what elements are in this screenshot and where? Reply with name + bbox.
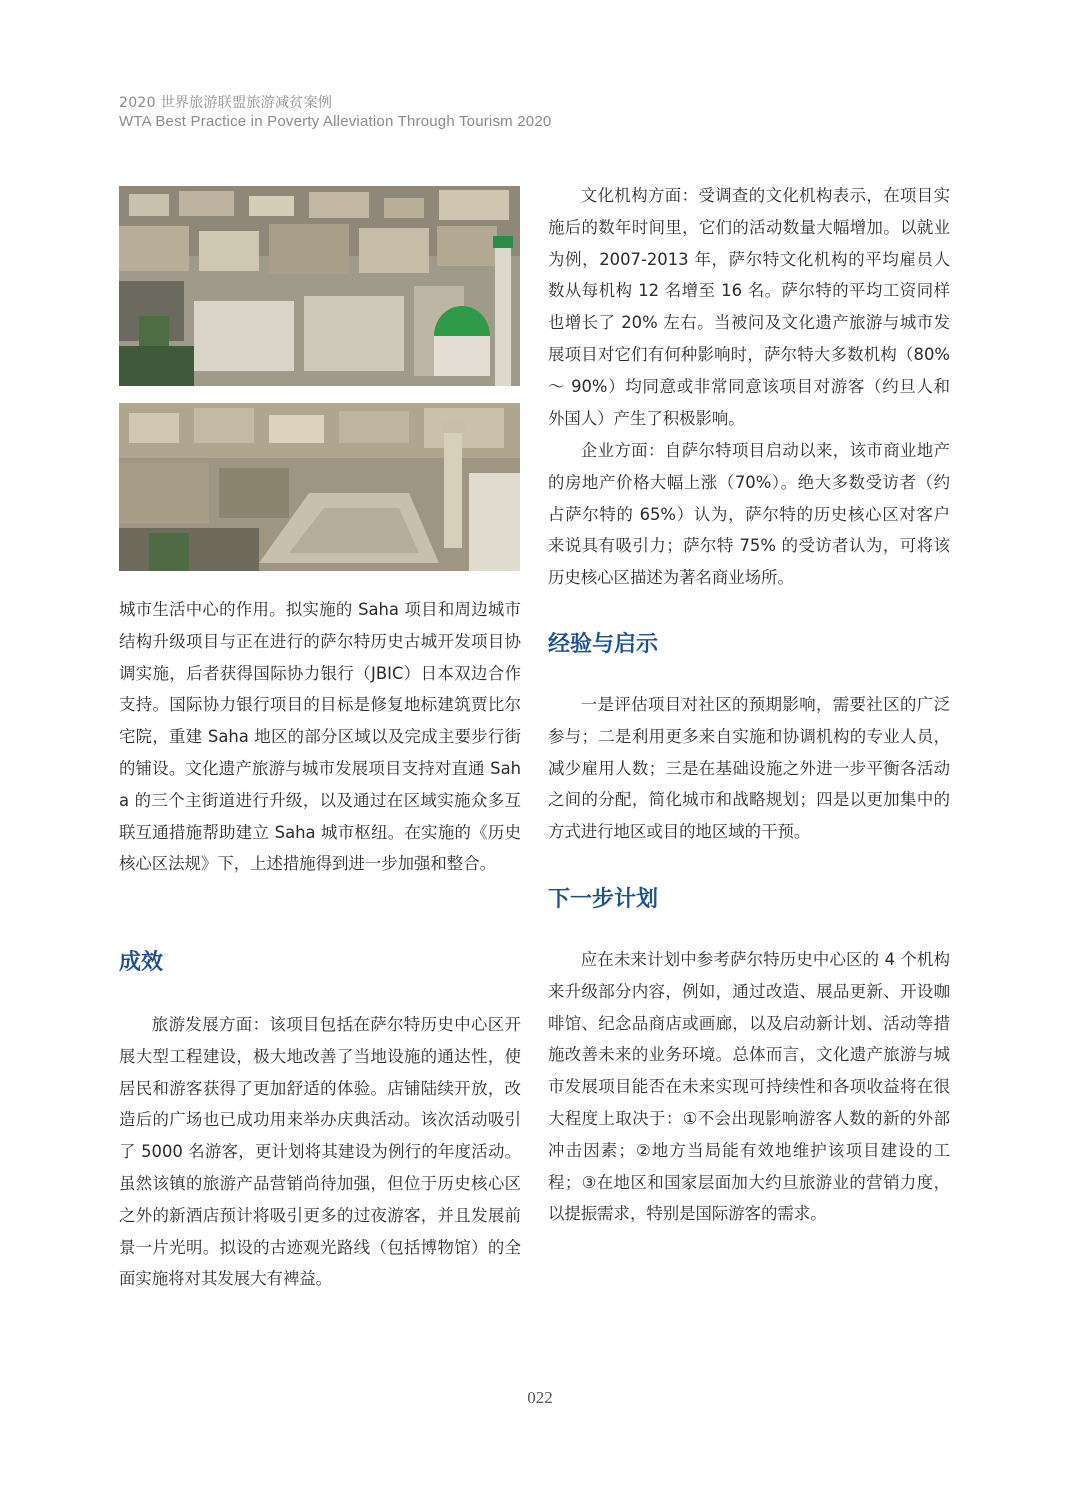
- town-photo-top: [119, 186, 520, 386]
- next-steps-heading: 下一步计划: [548, 887, 659, 912]
- business-paragraph: 企业方面：自萨尔特项目启动以来，该市商业地产的房地产价格大幅上涨（70%）。绝大多数受访者（约占萨尔特的 65%）认为，萨尔特的历史核心区对客户来说具有吸引力；萨尔特 75% 的受访者认为，可将该历史核心区描述为著名商业场所。: [548, 441, 950, 588]
- next-steps-body: [548, 944, 950, 1230]
- header-title-cn: 2020 世界旅游联盟旅游减贫案例: [119, 95, 333, 111]
- culture-section: [548, 180, 950, 434]
- results-heading: 成效: [119, 950, 164, 975]
- page-number: 022: [527, 1388, 553, 1407]
- lessons-paragraph: 一是评估项目对社区的预期影响，需要社区的广泛参与；二是利用更多来自实施和协调机构的专业人员，减少雇用人数；三是在基础设施之外进一步平衡各活动之间的分配，简化城市和战略规划；四是以更加集中的方式进行地区或目的地区域的干预。: [548, 695, 950, 842]
- intro-paragraph: 城市生活中心的作用。拟实施的 Saha 项目和周边城市结构升级项目与正在进行的萨尔特历史古城开发项目协调实施，后者获得国际协力银行（JBIC）日本双边合作支持。国际协力银行项目的目标是修复地标建筑贾比尔宅院，重建 Saha 地区的部分区域以及完成主要步行街的铺设。文化遗产旅游与城市发展项目支持对直通 Saha 的三个主街道进行升级，以及通过在区域实施众多互联互通措施帮助建立 Saha 城市枢纽。在实施的《历史核心区法规》下，上述措施得到进一步加强和整合。: [119, 600, 521, 874]
- culture-paragraph: 文化机构方面：受调查的文化机构表示，在项目实施后的数年时间里，它们的活动数量大幅增加。以就业为例，2007-2013 年，萨尔特文化机构的平均雇员人数从每机构 12 名增至 16 名。萨尔特的平均工资同样也增长了 20% 左右。当被问及文化遗产旅游与城市发展项目对它们有何种影响时，萨尔特大多数机构（80%～ 90%）均同意或非常同意该项目对游客（约旦人和外国人）产生了积极影响。: [548, 186, 950, 428]
- left-column: [119, 594, 521, 880]
- town-photo-bottom: [119, 403, 520, 571]
- tourism-paragraph: 旅游发展方面：该项目包括在萨尔特历史中心区开展大型工程建设，极大地改善了当地设施的通达性，使居民和游客获得了更加舒适的体验。店铺陆续开放，改造后的广场也已成功用来举办庆典活动。该次活动吸引了 5000 名游客，更计划将其建设为例行的年度活动。虽然该镇的旅游产品营销尚待加强，但位于历史核心区之外的新酒店预计将吸引更多的过夜游客，并且发展前景一片光明。拟设的古迹观光路线（包括博物馆）的全面实施将对其发展大有裨益。: [119, 1015, 521, 1289]
- lessons-heading: 经验与启示: [548, 632, 659, 657]
- business-section: [548, 435, 950, 594]
- tourism-section: [119, 1009, 521, 1295]
- lessons-body: [548, 689, 950, 848]
- results-section: [119, 948, 521, 978]
- header-title-en: WTA Best Practice in Poverty Alleviation Through Tourism 2020: [119, 113, 552, 130]
- next-steps-section: [548, 885, 950, 915]
- lessons-section: [548, 630, 950, 660]
- next-steps-paragraph: 应在未来计划中参考萨尔特历史中心区的 4 个机构来升级部分内容，例如，通过改造、展品更新、开设咖啡馆、纪念品商店或画廊，以及启动新计划、活动等措施改善未来的业务环境。总体而言，文化遗产旅游与城市发展项目能否在未来实现可持续性和各项收益将在很大程度上取决于：①不会出现影响游客人数的新的外部冲击因素；②地方当局能有效地维护该项目建设的工程；③在地区和国家层面加大约旦旅游业的营销力度，以提振需求，特别是国际游客的需求。: [548, 950, 950, 1224]
